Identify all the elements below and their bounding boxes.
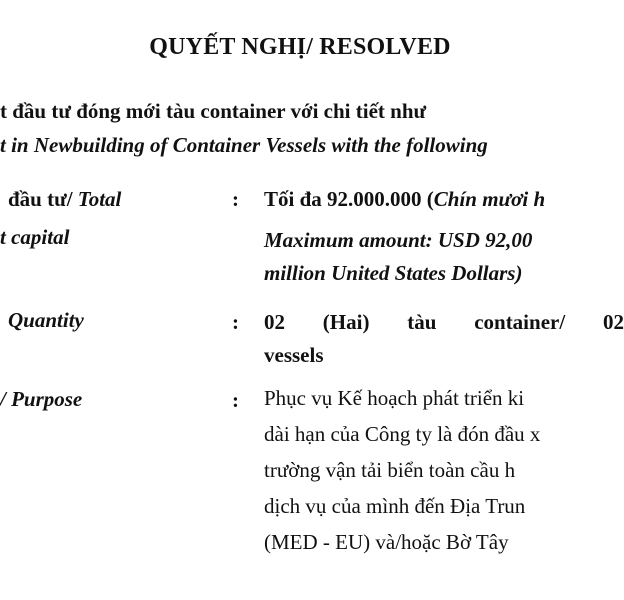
total-capital-label-line2: t capital (0, 225, 70, 249)
total-capital-label-vi: đầu tư/ (8, 187, 78, 211)
colon-separator: : (232, 187, 239, 211)
quantity-word: container/ (474, 310, 566, 334)
total-capital-label-en: Total (77, 187, 122, 211)
purpose-line: (MED - EU) và/hoặc Bờ Tây (264, 530, 509, 554)
intro-line-vi: t đầu tư đóng mới tàu container với chi tiết như (0, 99, 427, 123)
colon-separator: : (232, 310, 239, 334)
total-capital-value-vi: Tối đa 92.000.000 ( (264, 187, 434, 211)
purpose-line: dài hạn của Công ty là đón đầu x (264, 422, 541, 446)
total-capital-value-vi-italic: Chín mươi h (433, 187, 546, 211)
total-capital-value-en-line2: million United States Dollars) (264, 261, 523, 285)
quantity-word: (Hai) (322, 310, 370, 334)
quantity-value (264, 309, 624, 335)
total-capital-label (8, 186, 121, 212)
total-capital-value-en: Maximum amount: USD 92,00 (264, 228, 533, 252)
purpose-label: / Purpose (0, 387, 83, 411)
purpose-line: dịch vụ của mình đến Địa Trun (264, 494, 526, 518)
total-capital-value (264, 186, 545, 212)
intro-line-en: t in Newbuilding of Container Vessels with the following (0, 133, 488, 157)
quantity-value-line2: vessels (264, 343, 324, 367)
quantity-word: 02 (264, 310, 285, 334)
quantity-word: tàu (407, 310, 437, 334)
resolution-heading: QUYẾT NGHỊ/ RESOLVED (149, 34, 451, 60)
quantity-label: Quantity (8, 308, 84, 332)
purpose-line: Phục vụ Kế hoạch phát triển ki (264, 386, 525, 410)
purpose-line: trường vận tải biển toàn cầu h (264, 458, 516, 482)
quantity-word: 02 (602, 310, 624, 334)
colon-separator: : (232, 388, 239, 412)
